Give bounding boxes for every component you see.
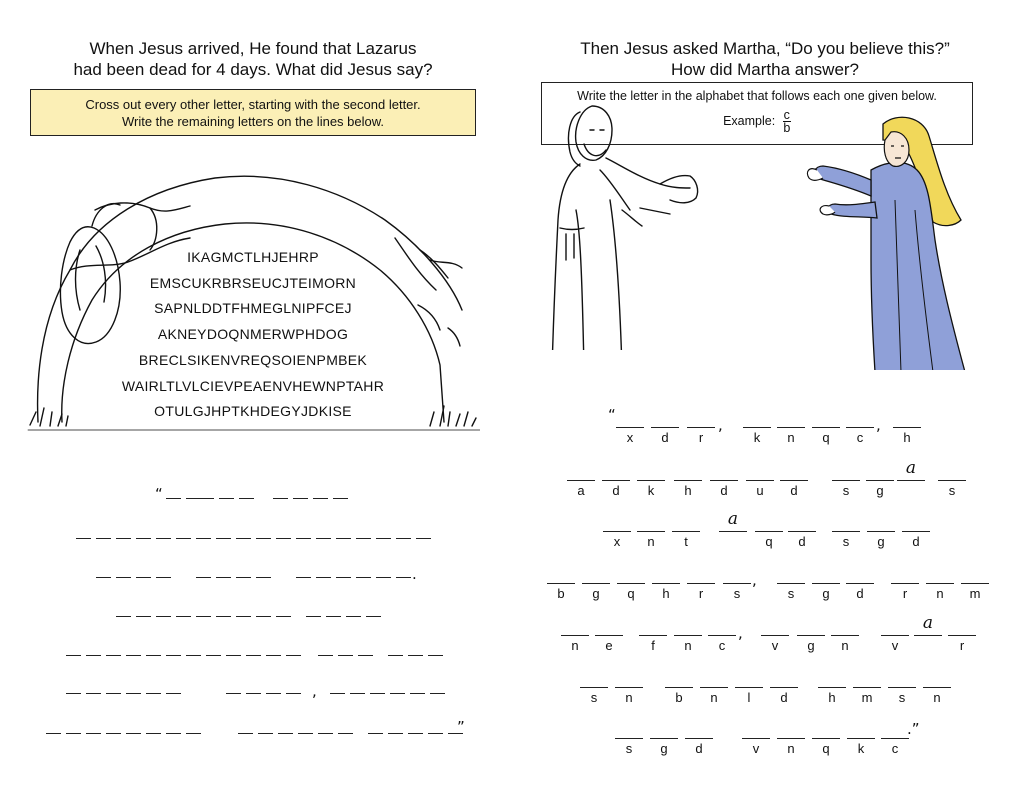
answer-blank[interactable]: [258, 733, 273, 734]
cipher-letter: d: [856, 586, 864, 601]
cipher-blank[interactable]: [881, 738, 909, 739]
answer-blank[interactable]: [256, 616, 271, 617]
martha-illustration: [805, 110, 975, 370]
cipher-blank[interactable]: [580, 687, 608, 688]
cipher-letter: l: [747, 690, 751, 705]
answer-blank[interactable]: [238, 733, 253, 734]
answer-blank[interactable]: [428, 655, 443, 656]
filled-blank: [897, 480, 925, 481]
cipher-blank[interactable]: [926, 583, 954, 584]
answer-blank[interactable]: [96, 577, 111, 578]
answer-blank[interactable]: [86, 693, 101, 694]
right-title-line-1: Then Jesus asked Martha, “Do you believe this?”: [580, 39, 950, 58]
example-fraction: [783, 109, 791, 134]
cipher-blank[interactable]: [652, 583, 680, 584]
answer-blank[interactable]: [256, 538, 271, 539]
puzzle-line: WAIRLTLVLCIEVPEAENVHEWNPTAHR: [121, 377, 385, 394]
answer-blank[interactable]: [136, 616, 151, 617]
cipher-blank[interactable]: [893, 427, 921, 428]
scrambled-letter-puzzle: [96, 245, 410, 425]
cipher-letter: a: [577, 483, 585, 498]
puzzle-line: AKNEYDOQNMERWPHDOG: [157, 326, 349, 343]
cipher-blank[interactable]: [708, 635, 736, 636]
answer-blank[interactable]: [370, 693, 385, 694]
cipher-letter: b: [557, 586, 565, 601]
answer-blank[interactable]: [166, 693, 181, 694]
answer-blank[interactable]: [278, 733, 293, 734]
answer-blank[interactable]: [126, 733, 141, 734]
answer-blank[interactable]: [239, 498, 254, 499]
cipher-letter: d: [798, 534, 806, 549]
answer-blank[interactable]: [166, 655, 181, 656]
close-quote-mark: .”: [907, 720, 920, 738]
cipher-letter: q: [627, 586, 635, 601]
cipher-letter: n: [787, 430, 795, 445]
answer-blank[interactable]: [306, 616, 321, 617]
answer-blank[interactable]: [368, 733, 383, 734]
cipher-letter: h: [662, 586, 670, 601]
cipher-blank[interactable]: [639, 635, 667, 636]
cipher-blank[interactable]: [616, 427, 644, 428]
answer-blank[interactable]: [196, 616, 211, 617]
answer-blank[interactable]: [266, 693, 281, 694]
cipher-blank[interactable]: [651, 427, 679, 428]
answer-blank[interactable]: [366, 616, 381, 617]
answer-blank[interactable]: [396, 577, 411, 578]
answer-blank[interactable]: [96, 538, 111, 539]
puzzle-line: IKAGMCTLHJEHRP: [187, 249, 319, 265]
cipher-letter: h: [903, 430, 911, 445]
cipher-letter: n: [933, 690, 941, 705]
answer-blank[interactable]: [276, 538, 291, 539]
cipher-letter: g: [877, 534, 885, 549]
answer-blank[interactable]: [338, 655, 353, 656]
left-title-line-2: had been dead for 4 days. What did Jesus say?: [73, 60, 433, 79]
cipher-blank[interactable]: [961, 583, 989, 584]
cipher-blank[interactable]: [770, 687, 798, 688]
cipher-blank[interactable]: [867, 531, 895, 532]
answer-blank[interactable]: [313, 498, 328, 499]
cipher-blank[interactable]: [637, 531, 665, 532]
left-instruction-line-1: Cross out every other letter, starting with the second letter.: [85, 97, 421, 112]
cipher-letter: q: [765, 534, 773, 549]
cipher-letter: s: [625, 741, 633, 756]
cipher-letter: g: [876, 483, 884, 498]
answer-blank[interactable]: [298, 733, 313, 734]
cipher-letter: t: [684, 534, 688, 549]
left-instruction-box: [30, 89, 476, 136]
cipher-blank[interactable]: [674, 635, 702, 636]
cipher-letter: v: [771, 638, 779, 653]
filled-letter-a: a: [905, 458, 917, 478]
cipher-blank[interactable]: [615, 738, 643, 739]
cipher-blank[interactable]: [735, 687, 763, 688]
cipher-letter: v: [891, 638, 899, 653]
answer-blank[interactable]: [408, 733, 423, 734]
cipher-blank[interactable]: [846, 427, 874, 428]
answer-blank[interactable]: [390, 693, 405, 694]
answer-blank[interactable]: [106, 693, 121, 694]
comma-mark: ,: [718, 416, 723, 434]
cipher-letter: x: [613, 534, 621, 549]
answer-blank[interactable]: [166, 498, 181, 499]
cipher-blank[interactable]: [650, 738, 678, 739]
cipher-blank[interactable]: [700, 687, 728, 688]
cipher-letter: n: [647, 534, 655, 549]
answer-blank[interactable]: [236, 616, 251, 617]
example-label: Example:: [723, 113, 776, 128]
answer-blank[interactable]: [286, 693, 301, 694]
cipher-blank[interactable]: [777, 738, 805, 739]
puzzle-line: OTULGJHPTKHDEGYJDKISE: [154, 403, 352, 420]
cipher-letter: q: [822, 741, 830, 756]
cipher-letter: g: [807, 638, 815, 653]
cipher-blank[interactable]: [788, 531, 816, 532]
cipher-letter: m: [861, 690, 873, 705]
answer-blank[interactable]: [156, 616, 171, 617]
cipher-letter: g: [660, 741, 668, 756]
answer-blank[interactable]: [66, 733, 81, 734]
cipher-blank[interactable]: [755, 531, 783, 532]
cipher-blank[interactable]: [832, 531, 860, 532]
cipher-letter: n: [787, 741, 795, 756]
cipher-letter: f: [651, 638, 655, 653]
cipher-blank[interactable]: [948, 635, 976, 636]
cipher-letter: g: [592, 586, 600, 601]
cipher-letter: r: [959, 638, 965, 653]
answer-blank[interactable]: [226, 693, 241, 694]
answer-blank[interactable]: [46, 733, 61, 734]
cipher-letter: c: [718, 638, 726, 653]
filled-blank: [719, 531, 747, 532]
cipher-letter: q: [822, 430, 830, 445]
answer-blank[interactable]: [296, 577, 311, 578]
comma-mark: ,: [738, 624, 743, 642]
cipher-blank[interactable]: [602, 480, 630, 481]
cipher-blank[interactable]: [742, 738, 770, 739]
cipher-blank[interactable]: [902, 531, 930, 532]
cipher-blank[interactable]: [665, 687, 693, 688]
comma-mark: ,: [312, 682, 317, 700]
filled-blank: [914, 635, 942, 636]
cipher-letter: d: [720, 483, 728, 498]
answer-blank[interactable]: [136, 538, 151, 539]
cipher-letter: d: [790, 483, 798, 498]
cipher-letter: n: [571, 638, 579, 653]
cipher-blank[interactable]: [812, 583, 840, 584]
answer-blank[interactable]: [216, 577, 231, 578]
answer-blank[interactable]: [106, 655, 121, 656]
answer-blank[interactable]: [276, 616, 291, 617]
answer-blank[interactable]: [156, 538, 171, 539]
cipher-letter: k: [753, 430, 761, 445]
cipher-letter: r: [698, 586, 704, 601]
cipher-blank[interactable]: [710, 480, 738, 481]
answer-blank[interactable]: [296, 538, 311, 539]
cipher-letter: s: [842, 534, 850, 549]
cipher-blank[interactable]: [812, 738, 840, 739]
open-quote-mark: “: [608, 406, 616, 424]
answer-blank[interactable]: [318, 655, 333, 656]
cipher-blank[interactable]: [687, 583, 715, 584]
answer-blank[interactable]: [333, 498, 348, 499]
cipher-blank[interactable]: [938, 480, 966, 481]
answer-blank[interactable]: [86, 733, 101, 734]
close-quote-mark: ”: [457, 718, 465, 736]
cipher-letter: u: [756, 483, 764, 498]
answer-blank[interactable]: [219, 498, 234, 499]
cipher-blank[interactable]: [595, 635, 623, 636]
answer-blank[interactable]: [66, 693, 81, 694]
cipher-blank[interactable]: [615, 687, 643, 688]
answer-blank[interactable]: [416, 538, 431, 539]
answer-blank[interactable]: [376, 577, 391, 578]
cipher-letter: v: [752, 741, 760, 756]
cipher-blank[interactable]: [561, 635, 589, 636]
answer-blank[interactable]: [186, 733, 201, 734]
answer-blank[interactable]: [246, 655, 261, 656]
cipher-blank[interactable]: [846, 583, 874, 584]
cipher-letter: d: [695, 741, 703, 756]
answer-blank[interactable]: [236, 538, 251, 539]
example-bottom-letter: b: [783, 121, 791, 135]
answer-blank[interactable]: [326, 616, 341, 617]
cipher-blank[interactable]: [617, 583, 645, 584]
puzzle-line: SAPNLDDTFHMEGLNIPFCEJ: [154, 300, 352, 317]
answer-blank[interactable]: [126, 655, 141, 656]
cipher-blank[interactable]: [818, 687, 846, 688]
cipher-blank[interactable]: [547, 583, 575, 584]
answer-blank[interactable]: [146, 655, 161, 656]
answer-blank[interactable]: [116, 577, 131, 578]
puzzle-line: BRECLSIKENVREQSOIENPMBEK: [138, 351, 368, 368]
answer-blank[interactable]: [293, 498, 308, 499]
right-title: [530, 38, 1000, 80]
answer-blank[interactable]: [176, 538, 191, 539]
period-mark: .: [412, 565, 417, 583]
cipher-letter: n: [710, 690, 718, 705]
cipher-blank[interactable]: [777, 427, 805, 428]
cipher-blank[interactable]: [746, 480, 774, 481]
answer-blank[interactable]: [246, 693, 261, 694]
answer-blank[interactable]: [318, 733, 333, 734]
answer-blank[interactable]: [338, 733, 353, 734]
cipher-blank[interactable]: [637, 480, 665, 481]
answer-blank[interactable]: [126, 693, 141, 694]
answer-blank[interactable]: [376, 538, 391, 539]
answer-blank[interactable]: [86, 655, 101, 656]
answer-blank[interactable]: [216, 616, 231, 617]
answer-blank[interactable]: [236, 577, 251, 578]
puzzle-line: EMSCUKRBRSEUCJTEIMORN: [149, 274, 357, 291]
cipher-letter: d: [661, 430, 669, 445]
cipher-blank[interactable]: [723, 583, 751, 584]
answer-blank[interactable]: [316, 538, 331, 539]
answer-blank[interactable]: [186, 655, 201, 656]
answer-blank[interactable]: [358, 655, 373, 656]
answer-blank[interactable]: [226, 655, 241, 656]
cipher-letter: n: [936, 586, 944, 601]
answer-blank[interactable]: [206, 655, 221, 656]
answer-blank[interactable]: [336, 577, 351, 578]
cipher-letter: n: [625, 690, 633, 705]
cipher-letter: r: [902, 586, 908, 601]
cipher-blank[interactable]: [923, 687, 951, 688]
left-instruction-line-2: Write the remaining letters on the lines below.: [121, 114, 385, 129]
filled-letter-a: a: [922, 613, 934, 633]
left-title-line-1: When Jesus arrived, He found that Lazarus: [89, 39, 417, 58]
right-title-line-2: How did Martha answer?: [670, 60, 860, 79]
answer-blank[interactable]: [286, 655, 301, 656]
answer-blank[interactable]: [146, 733, 161, 734]
cipher-blank[interactable]: [672, 531, 700, 532]
answer-blank[interactable]: [428, 733, 443, 734]
answer-blank[interactable]: [196, 577, 211, 578]
answer-blank[interactable]: [199, 498, 214, 499]
answer-blank[interactable]: [388, 655, 403, 656]
cipher-letter: c: [856, 430, 864, 445]
cipher-letter: s: [898, 690, 906, 705]
cipher-blank[interactable]: [687, 427, 715, 428]
answer-blank[interactable]: [316, 577, 331, 578]
answer-blank[interactable]: [196, 538, 211, 539]
comma-mark: ,: [876, 416, 881, 434]
cipher-blank[interactable]: [847, 738, 875, 739]
cipher-blank[interactable]: [831, 635, 859, 636]
cipher-blank[interactable]: [780, 480, 808, 481]
answer-blank[interactable]: [116, 616, 131, 617]
filled-letter-a: a: [727, 509, 739, 529]
cipher-blank[interactable]: [582, 583, 610, 584]
answer-blank[interactable]: [330, 693, 345, 694]
answer-blank[interactable]: [356, 538, 371, 539]
cipher-letter: d: [780, 690, 788, 705]
cipher-blank[interactable]: [674, 480, 702, 481]
cipher-letter: s: [787, 586, 795, 601]
answer-blank[interactable]: [76, 538, 91, 539]
cipher-letter: h: [684, 483, 692, 498]
answer-blank[interactable]: [146, 693, 161, 694]
answer-blank[interactable]: [410, 693, 425, 694]
answer-blank[interactable]: [106, 733, 121, 734]
cipher-letter: s: [948, 483, 956, 498]
answer-blank[interactable]: [176, 616, 191, 617]
comma-mark: ,: [752, 571, 757, 589]
answer-blank[interactable]: [346, 616, 361, 617]
right-instruction-text: Write the letter in the alphabet that follows each one given below.: [577, 89, 937, 103]
cipher-letter: h: [828, 690, 836, 705]
answer-blank[interactable]: [350, 693, 365, 694]
cipher-letter: e: [605, 638, 613, 653]
cipher-letter: r: [698, 430, 704, 445]
answer-blank[interactable]: [273, 498, 288, 499]
cipher-blank[interactable]: [743, 427, 771, 428]
cipher-blank[interactable]: [832, 480, 860, 481]
cipher-letter: s: [590, 690, 598, 705]
answer-blank[interactable]: [216, 538, 231, 539]
cipher-letter: n: [841, 638, 849, 653]
cipher-blank[interactable]: [812, 427, 840, 428]
cipher-letter: g: [822, 586, 830, 601]
answer-blank[interactable]: [388, 733, 403, 734]
cipher-letter: c: [891, 741, 899, 756]
answer-blank[interactable]: [396, 538, 411, 539]
answer-blank[interactable]: [408, 655, 423, 656]
answer-blank[interactable]: [266, 655, 281, 656]
answer-blank[interactable]: [66, 655, 81, 656]
cipher-letter: k: [857, 741, 865, 756]
answer-blank[interactable]: [116, 538, 131, 539]
cipher-blank[interactable]: [891, 583, 919, 584]
cipher-blank[interactable]: [567, 480, 595, 481]
answer-blank[interactable]: [256, 577, 271, 578]
cipher-letter: m: [969, 586, 981, 601]
answer-blank[interactable]: [156, 577, 171, 578]
cipher-letter: s: [733, 586, 741, 601]
answer-blank[interactable]: [356, 577, 371, 578]
cipher-letter: d: [912, 534, 920, 549]
cipher-letter: s: [842, 483, 850, 498]
cipher-blank[interactable]: [866, 480, 894, 481]
cipher-letter: k: [647, 483, 655, 498]
example-top-letter: c: [783, 108, 790, 122]
cipher-blank[interactable]: [853, 687, 881, 688]
cipher-letter: n: [684, 638, 692, 653]
answer-blank[interactable]: [166, 733, 181, 734]
cipher-blank[interactable]: [761, 635, 789, 636]
answer-blank[interactable]: [336, 538, 351, 539]
jesus-illustration: [540, 100, 710, 350]
answer-blank[interactable]: [136, 577, 151, 578]
cipher-letter: b: [675, 690, 683, 705]
left-title: [40, 38, 466, 80]
answer-blank[interactable]: [430, 693, 445, 694]
cipher-blank[interactable]: [685, 738, 713, 739]
open-quote-mark: “: [155, 485, 163, 503]
cipher-letter: x: [626, 430, 634, 445]
cipher-letter: d: [612, 483, 620, 498]
cipher-blank[interactable]: [888, 687, 916, 688]
cipher-blank[interactable]: [881, 635, 909, 636]
cipher-blank[interactable]: [777, 583, 805, 584]
cipher-blank[interactable]: [603, 531, 631, 532]
cipher-blank[interactable]: [797, 635, 825, 636]
